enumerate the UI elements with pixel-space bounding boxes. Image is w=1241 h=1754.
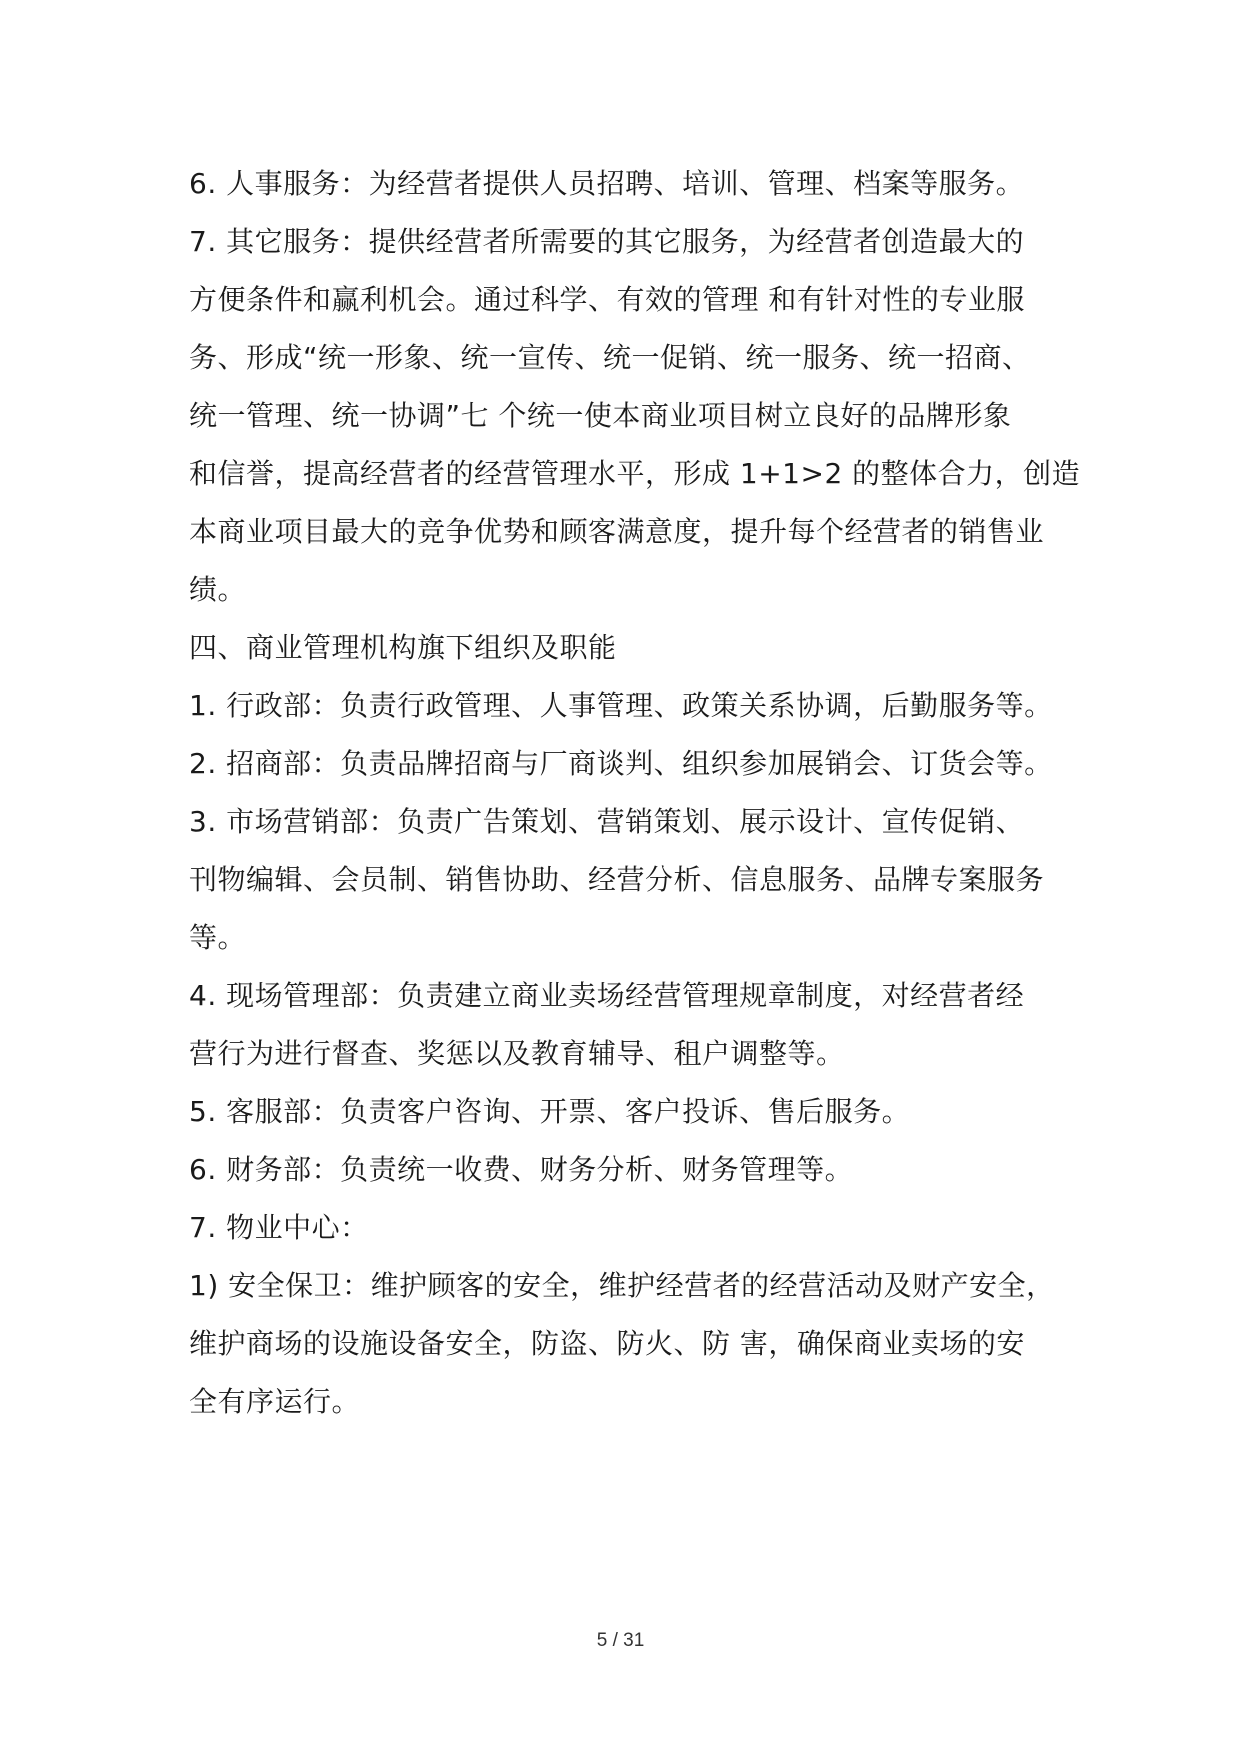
text-line: 1) 安全保卫：维护顾客的安全，维护经营者的经营活动及财产安全，: [189, 1269, 1055, 1302]
text-line: 本商业项目最大的竞争优势和顾客满意度，提升每个经营者的销售业: [189, 515, 1045, 548]
text-line: 绩。: [189, 573, 247, 606]
section-heading: 四、商业管理机构旗下组织及职能: [189, 631, 617, 664]
text-line: 维护商场的设施设备安全，防盗、防火、防 害，确保商业卖场的安: [189, 1327, 1025, 1360]
text-line: 全有序运行。: [189, 1385, 361, 1418]
text-line: 统一管理、统一协调”七 个统一使本商业项目树立良好的品牌形象: [189, 399, 1012, 432]
text-line: 2. 招商部：负责品牌招商与厂商谈判、组织参加展销会、订货会等。: [189, 747, 1053, 780]
text-line: 5. 客服部：负责客户咨询、开票、客户投诉、售后服务。: [189, 1095, 911, 1128]
text-line: 和信誉，提高经营者的经营管理水平，形成 1+1>2 的整体合力，创造: [189, 457, 1081, 490]
text-line: 方便条件和赢利机会。通过科学、有效的管理 和有针对性的专业服: [189, 283, 1025, 316]
text-line: 营行为进行督查、奖惩以及教育辅导、租户调整等。: [189, 1037, 845, 1070]
page-number: 5 / 31: [596, 1630, 645, 1651]
text-line: 4. 现场管理部：负责建立商业卖场经营管理规章制度，对经营者经: [189, 979, 1025, 1012]
text-line: 刊物编辑、会员制、销售协助、经营分析、信息服务、品牌专案服务: [189, 863, 1045, 896]
text-line: 1. 行政部：负责行政管理、人事管理、政策关系协调，后勤服务等。: [189, 689, 1053, 722]
text-line: 7. 物业中心：: [189, 1211, 369, 1244]
text-line: 3. 市场营销部：负责广告策划、营销策划、展示设计、宣传促销、: [189, 805, 1025, 838]
text-line: 等。: [189, 921, 247, 954]
text-line: 6. 人事服务：为经营者提供人员招聘、培训、管理、档案等服务。: [189, 167, 1025, 200]
text-line: 务、形成“统一形象、统一宣传、统一促销、统一服务、统一招商、: [189, 341, 1031, 374]
text-line: 6. 财务部：负责统一收费、财务分析、财务管理等。: [189, 1153, 854, 1186]
text-line: 7. 其它服务：提供经营者所需要的其它服务，为经营者创造最大的: [189, 225, 1025, 258]
